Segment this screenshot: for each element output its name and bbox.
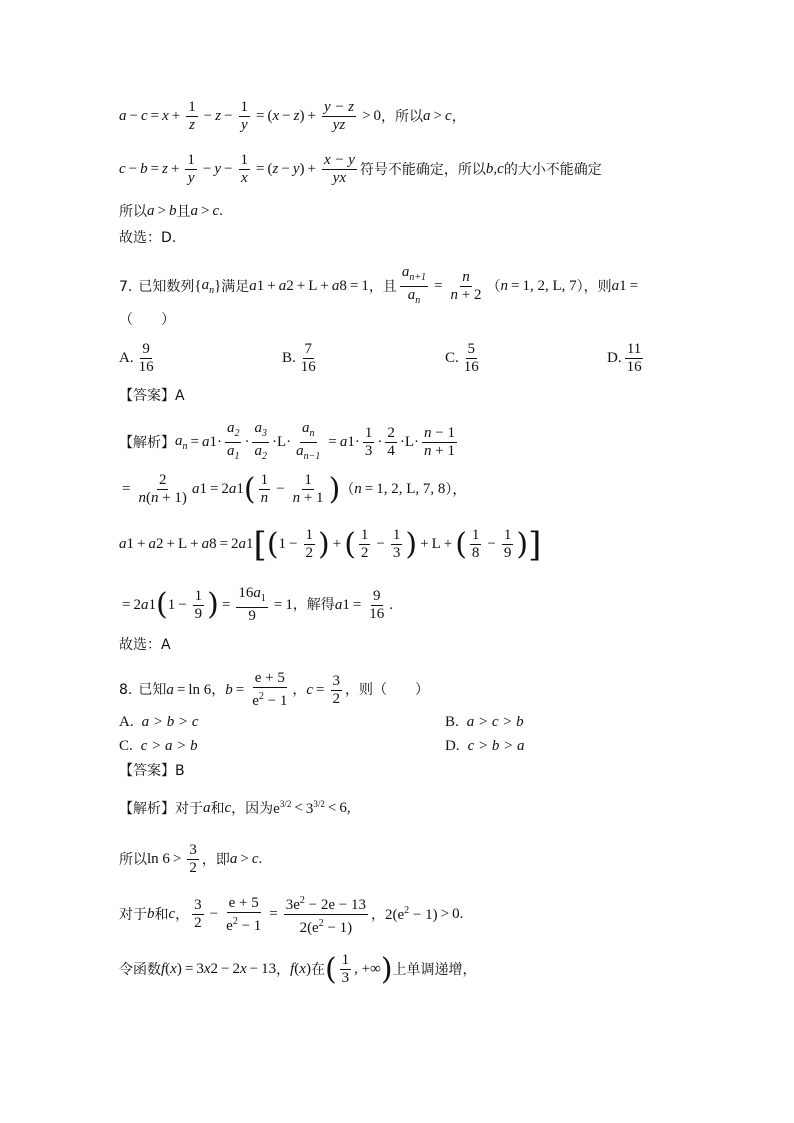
q7-option-d[interactable]: D. $\frac{11}{16}$: [607, 341, 642, 375]
q8-stem: 8. 已知 a = ln 6 ， b = $\frac{e + 5}{e^2 - 1}$ ， c = $\frac{3}{2}$ ，则（ ）: [119, 670, 429, 709]
q7-option-c[interactable]: C. $\frac{5}{16}$: [445, 341, 479, 375]
q7-option-b[interactable]: B. $\frac{7}{16}$: [282, 341, 316, 375]
frac-1-y-b: $\frac{1}{y}$: [187, 152, 195, 186]
choice-prev: 故选：D.: [119, 230, 177, 246]
q7-paren: （ ）: [119, 312, 175, 328]
q7-analysis-2: = $\frac{2}{n(n + 1)}$ a 1 = 2 a 1 ( $\frac{1}{n}$ − $\frac{1}{n + 1}$ ) （ n = 1, 2, L, 7, 8 ），: [122, 471, 467, 507]
q8-option-d[interactable]: D. c > b > a: [445, 738, 525, 754]
q7-analysis-1: 【解析】 $a_n$ = a 1 · $\frac{a_2}{a_1}$ · $\frac{a_3}{a_2}$ · L · $\frac{a_n}{a_{n-1}}$ = a 1 · $\frac{1}{3}$ · $\frac{2}{4}$ · L · $\frac{n - 1}{n + 1}$: [119, 420, 455, 462]
q8-analysis-3: 对于 b 和 c ， $\frac{3}{2}$ − $\frac{e + 5}{e^2 - 1}$ = $\frac{3e^2 - 2e - 13}{2(e^2 - 1)}$ ， $2(e^2 - 1)$ > 0 .: [119, 892, 463, 937]
line-c-minus-b: c − b = z + $\frac{1}{y}$ − y − $\frac{1}{x}$ = ( z − y ) + $\frac{x - y}{yx}$ 符号不能确定，所以 b , c 的大小不能确定: [119, 152, 602, 186]
q7-analysis-3: a 1 + a 2 + L + a 8 = 2 a 1 [ ( 1 − $\frac{1}{2}$ ) + ( $\frac{1}{2}$ − $\frac{1}{3}$ ) + L + ( $\frac{1}{8}$ − $\frac{1}{9}$ ) ]: [119, 524, 542, 565]
frac-n-n2: $\frac{n}{n + 2}$: [450, 269, 482, 303]
text-so: ，所以: [381, 108, 424, 125]
frac-1-z: $\frac{1}{z}$: [188, 99, 196, 133]
q8-answer: 【答案】B: [119, 763, 185, 779]
frac-1-y: $\frac{1}{y}$: [240, 99, 249, 133]
line-a-minus-c: a − c = x + $\frac{1}{z}$ − z − $\frac{1}{y}$ = ( x − z ) + $\frac{y - z}{yz}$ > 0 ，所以 a > c ，: [119, 99, 466, 133]
q8-option-a[interactable]: A. a > b > c: [119, 714, 199, 730]
q8-option-c[interactable]: C. c > a > b: [119, 738, 198, 754]
line-so-conclusion: 所以 a > b 且 a > c .: [119, 203, 223, 220]
q7-answer: 【答案】A: [119, 388, 185, 404]
q7-analysis-4: = 2 a 1 ( 1 − $\frac{1}{9}$ ) = $\frac{16a_1}{9}$ = 1 ，解得 a 1 = $\frac{9}{16}$ .: [122, 585, 394, 624]
frac-1-x: $\frac{1}{x}$: [240, 152, 249, 186]
q7-choice: 故选：A: [119, 637, 171, 653]
q8-analysis-4: 令函数 f ( x ) = 3 x 2 − 2 x − 13 ， f ( x ) 在 ( $\frac{1}{3}$ , +∞ ) 上单调递增，: [119, 951, 477, 987]
q8-analysis-1: 【解析】 对于 a 和 c ，因为 $e^{3/2}$ < $3^{3/2}$ < 6 ,: [119, 799, 351, 817]
q8-option-b[interactable]: B. a > c > b: [445, 714, 524, 730]
q8-analysis-2: 所以 ln 6 > $\frac{3}{2}$ ，即 a > c .: [119, 842, 263, 876]
frac-x-y-yx: $\frac{x - y}{yx}$: [323, 152, 355, 186]
frac-y-z-yz: $\frac{y - z}{yz}$: [323, 99, 355, 133]
q7-option-a[interactable]: A. $\frac{9}{16}$: [119, 341, 154, 375]
q7-stem: 7. 已知数列 { $a_n$ } 满足 a 1 + a 2 + L + a 8 = 1 ，且 $\frac{a_{n+1}}{a_n}$ = $\frac{n}{n + 2}$ （ n = 1, 2, L, 7 ），则 a 1 =: [119, 264, 641, 309]
frac-an1-an: $\frac{a_{n+1}}{a_n}$: [401, 264, 427, 306]
